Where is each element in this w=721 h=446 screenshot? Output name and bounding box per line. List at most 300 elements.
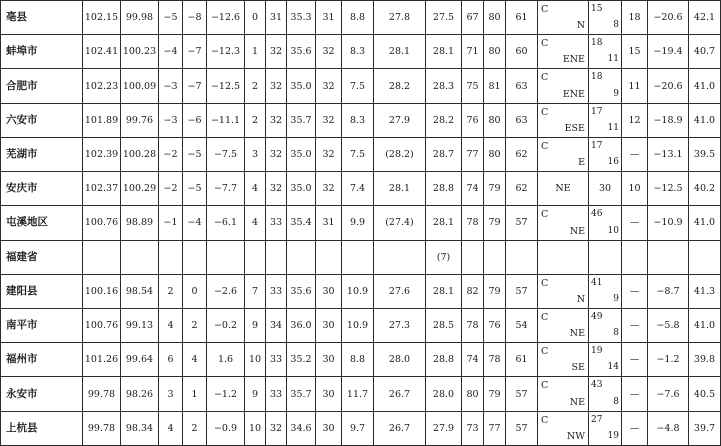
table-cell: 11 [622,69,648,103]
table-cell: 28.0 [374,343,426,377]
wind-direction-label: SE [571,362,585,374]
frequency-upper: 18 [591,72,603,83]
station-name: 永安市 [1,377,83,411]
table-cell: 31 [266,1,287,35]
table-cell: 10.9 [342,308,374,342]
calm-marker: C [541,346,549,358]
table-cell: −18.9 [648,103,689,137]
table-cell [245,240,266,274]
table-cell: 32 [316,35,342,69]
table-cell: 102.39 [83,137,121,171]
wind-direction-label: ESE [564,122,585,134]
table-cell: — [622,343,648,377]
table-cell: −3 [159,69,183,103]
table-cell: 1.6 [207,343,245,377]
table-cell: 11.7 [342,377,374,411]
table-cell: 78 [462,308,484,342]
table-cell [484,240,506,274]
table-cell: 35.0 [287,69,316,103]
table-cell [207,240,245,274]
table-cell: 35.3 [287,1,316,35]
table-cell: 102.37 [83,172,121,206]
wind-frequency-cell [589,377,622,411]
table-cell: −5 [159,1,183,35]
table-cell: 80 [484,1,506,35]
frequency-upper: 17 [591,106,603,117]
wind-direction-label: NE [569,328,585,340]
wind-frequency-cell [589,35,622,69]
table-cell: −7.5 [207,137,245,171]
table-cell: 34.6 [287,411,316,445]
frequency-lower: 9 [613,293,619,304]
table-cell: 4 [245,206,266,240]
table-cell: −7 [183,35,207,69]
table-cell: 30 [316,377,342,411]
wind-frequency-cell [589,206,622,240]
table-cell: 79 [484,274,506,308]
table-cell: 28.2 [426,103,462,137]
table-cell: 63 [506,69,538,103]
frequency-lower: 8 [613,396,619,407]
table-row [1,377,721,411]
table-cell: 80 [484,137,506,171]
table-cell: 42.1 [689,1,721,35]
table-row [1,411,721,445]
table-cell: −12.6 [207,1,245,35]
table-cell: 7.4 [342,172,374,206]
table-cell: 0 [183,274,207,308]
table-cell: 33 [266,206,287,240]
table-cell: −4 [159,35,183,69]
table-cell: 79 [484,377,506,411]
table-cell: −12.5 [207,69,245,103]
table-cell: −3 [159,103,183,137]
wind-frequency-cell [589,240,622,274]
table-cell: 71 [462,35,484,69]
table-body [1,1,721,446]
frequency-lower: 19 [607,431,619,441]
table-cell: 2 [183,411,207,445]
table-cell: 36.0 [287,308,316,342]
table-cell: −1.2 [648,343,689,377]
table-cell: −0.9 [207,411,245,445]
table-cell [342,240,374,274]
station-name: 合肥市 [1,69,83,103]
frequency-lower: 16 [607,157,619,168]
table-cell: 101.26 [83,343,121,377]
table-cell: 99.13 [121,308,159,342]
table-cell: 62 [506,137,538,171]
wind-direction-cell [538,69,589,103]
wind-direction-label: NE [569,396,585,408]
table-cell: 28.0 [426,377,462,411]
station-name: 上杭县 [1,411,83,445]
calm-marker: C [541,4,549,15]
table-cell: — [622,308,648,342]
table-cell [622,240,648,274]
table-cell: 28.7 [426,137,462,171]
table-cell: 35.0 [287,137,316,171]
wind-direction-cell [538,240,589,274]
table-cell: −13.1 [648,137,689,171]
table-cell: 100.76 [83,206,121,240]
table-cell: 100.76 [83,308,121,342]
wind-direction-cell [538,343,589,377]
frequency-upper: 18 [591,38,603,49]
table-cell: 26.7 [374,411,426,445]
wind-direction-label: ENE [562,54,585,66]
table-cell: 100.16 [83,274,121,308]
table-cell: — [622,206,648,240]
calm-marker: C [541,209,549,221]
table-cell: −5.8 [648,308,689,342]
table-cell: 35.6 [287,35,316,69]
table-cell: −7.6 [648,377,689,411]
table-cell: −20.6 [648,69,689,103]
table-cell: — [622,137,648,171]
table-cell: 1 [183,377,207,411]
wind-direction-cell [538,172,589,206]
table-cell: — [622,411,648,445]
wind-direction-label: N [576,20,585,32]
table-cell: 98.54 [121,274,159,308]
table-cell: 76 [484,308,506,342]
table-cell: 9 [245,308,266,342]
station-name: 屯溪地区 [1,206,83,240]
table-cell: 10.9 [342,274,374,308]
frequency-upper: 46 [591,209,603,220]
table-cell: 30 [316,308,342,342]
table-cell [689,240,721,274]
table-cell: 6 [159,343,183,377]
table-cell: 28.8 [426,343,462,377]
frequency-lower: 11 [607,122,619,133]
table-cell: 4 [245,172,266,206]
table-cell: 28.1 [426,35,462,69]
table-row [1,308,721,342]
wind-frequency-cell [589,1,622,35]
table-cell: 7 [245,274,266,308]
table-cell: 100.23 [121,35,159,69]
table-cell: −7 [183,69,207,103]
table-cell: 74 [462,343,484,377]
station-name: 建阳县 [1,274,83,308]
wind-frequency-cell [589,69,622,103]
table-cell: −0.2 [207,308,245,342]
table-cell: 33 [266,274,287,308]
table-cell: −5 [183,172,207,206]
table-cell: 39.8 [689,343,721,377]
table-cell: 102.15 [83,1,121,35]
table-cell: 41.0 [689,308,721,342]
table-cell: 2 [159,274,183,308]
frequency-upper: 49 [591,311,603,322]
table-cell: 28.8 [426,172,462,206]
wind-frequency-cell [589,103,622,137]
table-cell: 74 [462,172,484,206]
table-cell: 98.89 [121,206,159,240]
table-cell: 61 [506,343,538,377]
table-cell: 99.78 [83,377,121,411]
table-cell [266,240,287,274]
table-cell: 79 [484,206,506,240]
table-cell: 60 [506,35,538,69]
table-cell: −5 [183,137,207,171]
table-cell: 31 [316,1,342,35]
table-row [1,35,721,69]
table-cell: 30 [316,343,342,377]
wind-direction-cell [538,35,589,69]
table-cell: 57 [506,377,538,411]
table-cell: 18 [622,1,648,35]
table-cell: 10 [245,343,266,377]
table-cell: 1 [245,35,266,69]
table-cell: 33 [266,377,287,411]
table-row [1,172,721,206]
calm-marker: C [541,140,549,152]
table-cell: 41.0 [689,206,721,240]
table-cell: 41.0 [689,69,721,103]
wind-direction-label: NE [569,225,585,237]
table-cell: 35.0 [287,172,316,206]
table-cell: 32 [266,172,287,206]
table-row [1,103,721,137]
table-cell: 32 [316,103,342,137]
frequency-lower: 10 [607,225,619,236]
table-cell: 32 [316,69,342,103]
table-row [1,137,721,171]
wind-direction-center: NE [555,183,571,195]
table-cell: −2 [159,137,183,171]
wind-direction-cell [538,377,589,411]
table-cell: 32 [316,137,342,171]
table-cell: 32 [316,172,342,206]
table-cell: 3 [245,137,266,171]
table-cell [83,240,121,274]
table-cell: 30 [316,274,342,308]
table-cell: 4 [183,343,207,377]
wind-frequency-cell [589,137,622,171]
table-cell: 27.3 [374,308,426,342]
table-cell: 10 [622,172,648,206]
table-cell: 77 [484,411,506,445]
table-cell: 67 [462,1,484,35]
table-cell: 100.29 [121,172,159,206]
table-cell: 98.34 [121,411,159,445]
table-cell: 30 [316,411,342,445]
station-name: 芜湖市 [1,137,83,171]
table-cell: 10 [245,411,266,445]
calm-marker: C [541,38,549,50]
station-name: 亳县 [1,1,83,35]
table-cell: 28.1 [374,35,426,69]
wind-direction-cell [538,137,589,171]
table-cell: 62 [506,172,538,206]
wind-frequency-cell [589,343,622,377]
table-row [1,69,721,103]
table-cell: 54 [506,308,538,342]
table-cell: 2 [183,308,207,342]
station-name: 安庆市 [1,172,83,206]
table-cell: −2.6 [207,274,245,308]
table-cell: 82 [462,274,484,308]
wind-direction-cell [538,274,589,308]
table-row [1,206,721,240]
table-cell [287,240,316,274]
wind-frequency-cell [589,172,622,206]
frequency-upper: 41 [591,277,603,288]
frequency-lower: 8 [613,20,619,31]
calm-marker: C [541,106,549,118]
table-cell [121,240,159,274]
wind-direction-cell [538,308,589,342]
table-cell: 39.5 [689,137,721,171]
table-cell: 41.0 [689,103,721,137]
table-cell: 35.4 [287,206,316,240]
wind-frequency-cell [589,274,622,308]
table-cell: 8.3 [342,103,374,137]
station-name: 南平市 [1,308,83,342]
table-cell: 63 [506,103,538,137]
province-name: 福建省 [1,240,83,274]
table-cell: 28.1 [374,172,426,206]
table-cell: 27.6 [374,274,426,308]
table-cell: 40.2 [689,172,721,206]
table-cell: (27.4) [374,206,426,240]
table-row [1,343,721,377]
wind-direction-cell [538,411,589,445]
table-cell: 32 [266,411,287,445]
table-cell: 28.5 [426,308,462,342]
table-cell: −12.3 [207,35,245,69]
frequency-lower: 8 [613,328,619,339]
table-cell: 35.2 [287,343,316,377]
table-cell: −1.2 [207,377,245,411]
frequency-upper: 27 [591,414,603,425]
frequency-lower: 11 [607,54,619,65]
wind-direction-cell [538,206,589,240]
table-cell: 9 [245,377,266,411]
calm-marker: C [541,380,549,392]
table-cell: 15 [622,35,648,69]
wind-frequency-cell [589,411,622,445]
table-cell: 98.26 [121,377,159,411]
table-cell: 27.5 [426,1,462,35]
table-cell: 99.98 [121,1,159,35]
calm-marker: C [541,311,549,323]
table-cell: 0 [245,1,266,35]
station-name: 蚌埠市 [1,35,83,69]
frequency-lower: 14 [607,362,619,373]
table-cell: 40.5 [689,377,721,411]
table-cell: −2 [159,172,183,206]
table-cell: 7.5 [342,137,374,171]
table-cell [316,240,342,274]
table-cell: 32 [266,35,287,69]
table-cell: 101.89 [83,103,121,137]
table-cell: −6 [183,103,207,137]
table-cell: −7.7 [207,172,245,206]
table-cell: 2 [245,103,266,137]
table-cell: −11.1 [207,103,245,137]
table-cell: 9.9 [342,206,374,240]
table-cell: −6.1 [207,206,245,240]
table-cell: −4 [183,206,207,240]
table-cell: 40.7 [689,35,721,69]
table-cell: 4 [159,411,183,445]
wind-direction-label: N [576,293,585,305]
table-cell: 99.78 [83,411,121,445]
table-cell: 27.9 [426,411,462,445]
table-cell: 73 [462,411,484,445]
table-cell: −8.7 [648,274,689,308]
calm-marker: C [541,414,549,426]
table-cell: 32 [266,137,287,171]
table-cell: 27.8 [374,1,426,35]
table-cell: 100.09 [121,69,159,103]
table-cell: 28.1 [426,206,462,240]
table-cell: (7) [426,240,462,274]
table-cell: 4 [159,308,183,342]
table-cell [506,240,538,274]
table-cell: 39.7 [689,411,721,445]
table-cell: 9.7 [342,411,374,445]
table-cell: 99.76 [121,103,159,137]
wind-direction-cell [538,1,589,35]
table-cell [159,240,183,274]
table-cell: 33 [266,343,287,377]
table-cell [183,240,207,274]
frequency-upper: 17 [591,140,603,151]
table-cell: −10.9 [648,206,689,240]
table-cell: 57 [506,274,538,308]
table-cell: 79 [484,172,506,206]
table-cell: −8 [183,1,207,35]
table-cell: −20.6 [648,1,689,35]
table-cell: 100.28 [121,137,159,171]
table-cell: −12.5 [648,172,689,206]
table-cell [648,240,689,274]
table-cell [374,240,426,274]
wind-frequency-cell [589,308,622,342]
station-name: 六安市 [1,103,83,137]
table-cell: 35.7 [287,103,316,137]
table-cell: 32 [266,103,287,137]
table-cell: 28.1 [426,274,462,308]
table-cell: 2 [245,69,266,103]
frequency-lower: 9 [613,88,619,99]
wind-direction-label: E [578,157,585,169]
table-cell: 28.2 [374,69,426,103]
table-cell: 8.3 [342,35,374,69]
frequency-center: 30 [598,183,612,195]
table-cell: 34 [266,308,287,342]
table-cell [462,240,484,274]
table-cell: 61 [506,1,538,35]
table-cell: 102.23 [83,69,121,103]
wind-direction-label: ENE [562,88,585,100]
table-cell: −4.8 [648,411,689,445]
table-cell: 78 [462,206,484,240]
section-row [1,240,721,274]
table-row [1,274,721,308]
table-cell: 32 [266,69,287,103]
table-cell: 76 [462,103,484,137]
table-cell: — [622,274,648,308]
table-cell: 57 [506,411,538,445]
table-row [1,1,721,35]
table-cell: 8.8 [342,1,374,35]
